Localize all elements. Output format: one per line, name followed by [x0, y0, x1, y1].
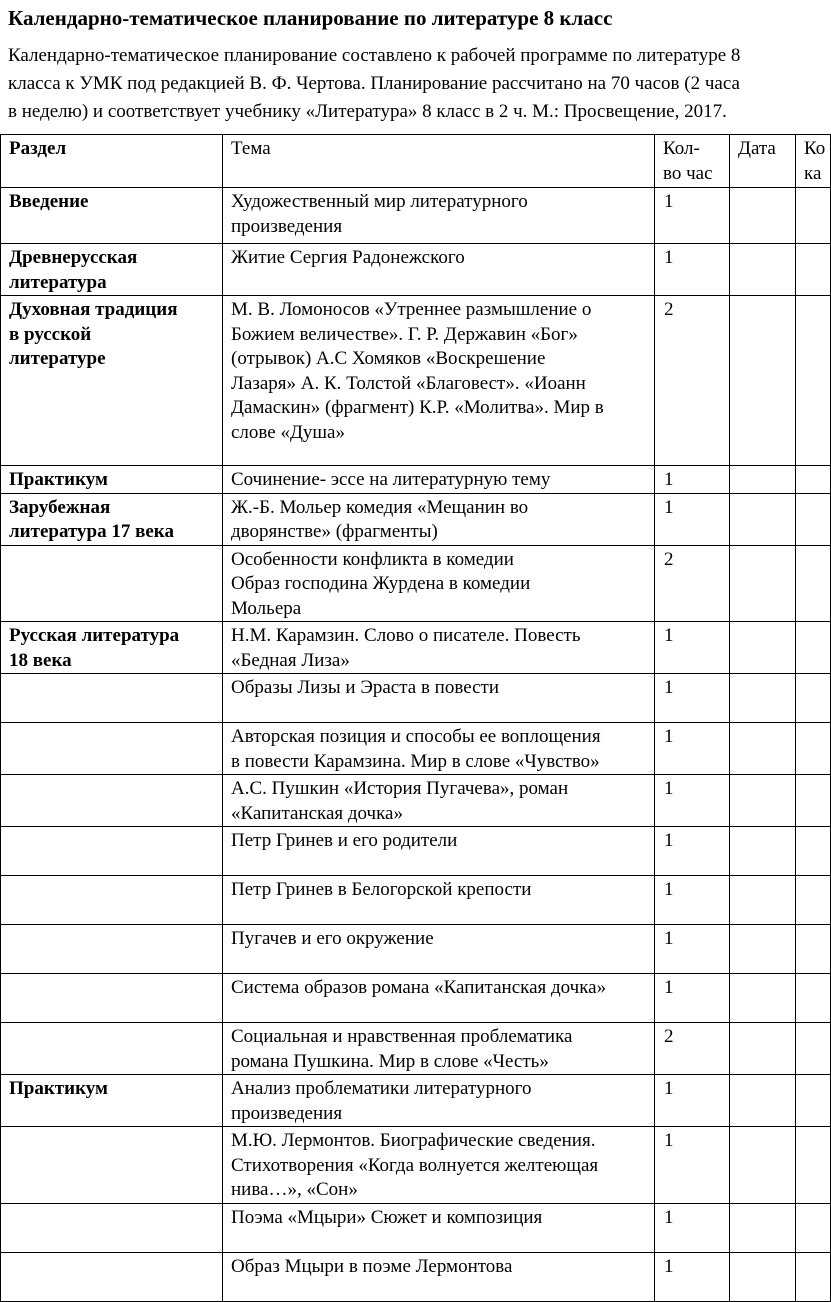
section-cell: [1, 493, 223, 545]
extra-cell: [796, 827, 831, 876]
topic-cell: [223, 827, 655, 876]
header-hours-line: во час: [663, 162, 713, 184]
topic-cell: [223, 296, 655, 466]
topic-cell: [223, 723, 655, 775]
topic-cell: [223, 1023, 655, 1075]
section-cell: [1, 466, 223, 494]
hours-cell: 1: [655, 622, 730, 674]
section-cell: [1, 545, 223, 622]
date-cell: [730, 466, 796, 494]
header-hours-line: Кол-: [663, 138, 700, 159]
topic-line: Анализ проблематики литературного: [231, 1078, 532, 1099]
topic-cell: [223, 466, 655, 494]
hours-cell: 1: [655, 1075, 730, 1127]
table-row: [1, 1252, 831, 1301]
extra-cell: [796, 1203, 831, 1252]
header-hours: [655, 135, 730, 188]
date-cell: [730, 827, 796, 876]
topic-line: Образ Мцыри в поэме Лермонтова: [231, 1255, 513, 1277]
extra-cell: [796, 244, 831, 296]
topic-line: Стихотворения «Когда волнуется желтеющая: [231, 1154, 599, 1176]
section-line: Практикум: [9, 1078, 108, 1099]
table-row: [1, 244, 831, 296]
hours-cell: 2: [655, 545, 730, 622]
date-cell: [730, 775, 796, 827]
hours-cell: 2: [655, 1023, 730, 1075]
date-cell: [730, 1252, 796, 1301]
topic-line: дворянстве» (фрагменты): [231, 521, 438, 542]
date-cell: [730, 1023, 796, 1075]
page-title: Календарно-тематическое планирование по литературе 8 класс: [8, 6, 613, 30]
topic-line: Художественный мир литературного: [231, 191, 528, 212]
table-row: [1, 1023, 831, 1075]
date-cell: [730, 925, 796, 974]
section-line: литературе: [9, 348, 106, 369]
topic-cell: [223, 925, 655, 974]
table-row: [1, 188, 831, 244]
intro-line: класса к УМК под редакцией В. Ф. Чертова. Планирование рассчитано на 70 часов (2 часа: [8, 73, 740, 94]
table-header-row: [1, 135, 831, 188]
topic-line: Поэма «Мцыри» Сюжет и композиция: [231, 1206, 543, 1228]
topic-cell: [223, 974, 655, 1023]
extra-cell: [796, 1127, 831, 1204]
topic-line: А.С. Пушкин «История Пугачева», роман: [231, 778, 569, 799]
topic-line: Авторская позиция и способы ее воплощения: [231, 726, 601, 747]
topic-cell: [223, 493, 655, 545]
header-extra-line: ка: [804, 162, 822, 184]
extra-cell: [796, 723, 831, 775]
header-date: Дата: [730, 135, 796, 188]
date-cell: [730, 188, 796, 244]
header-section: Раздел: [1, 135, 223, 188]
hours-cell: 1: [655, 244, 730, 296]
topic-cell: [223, 545, 655, 622]
extra-cell: [796, 1252, 831, 1301]
topic-cell: [223, 1252, 655, 1301]
table-row: [1, 723, 831, 775]
hours-cell: 1: [655, 723, 730, 775]
topic-line: Образы Лизы и Эраста в повести: [231, 677, 500, 698]
table-row: [1, 775, 831, 827]
topic-line: Сочинение- эссе на литературную тему: [231, 469, 551, 490]
topic-cell: [223, 188, 655, 244]
topic-line: в повести Карамзина. Мир в слове «Чувство»: [231, 750, 600, 772]
topic-line: Лазаря» А. К. Толстой «Благовест». «Иоанн: [231, 372, 586, 394]
topic-cell: [223, 674, 655, 723]
topic-line: Житие Сергия Радонежского: [231, 247, 465, 268]
intro-line: Календарно-тематическое планирование составлено к рабочей программе по литературе 8: [8, 45, 741, 66]
table-row: [1, 622, 831, 674]
hours-cell: 1: [655, 925, 730, 974]
hours-cell: 1: [655, 1252, 730, 1301]
topic-line: Ж.-Б. Мольер комедия «Мещанин во: [231, 496, 529, 518]
topic-cell: [223, 244, 655, 296]
topic-line: Особенности конфликта в комедии: [231, 548, 514, 570]
topic-cell: [223, 1203, 655, 1252]
hours-cell: 2: [655, 296, 730, 466]
section-cell: [1, 244, 223, 296]
section-cell: [1, 974, 223, 1023]
topic-cell: [223, 1075, 655, 1127]
date-cell: [730, 545, 796, 622]
topic-line: Образ господина Журдена в комедии: [231, 573, 531, 594]
header-extra: [796, 135, 831, 188]
topic-line: (отрывок) А.С Хомяков «Воскрешение: [231, 348, 546, 369]
hours-cell: 1: [655, 674, 730, 723]
topic-line: М. В. Ломоносов «Утреннее размышление о: [231, 299, 592, 320]
header-topic: Тема: [223, 135, 655, 188]
extra-cell: [796, 674, 831, 723]
date-cell: [730, 296, 796, 466]
header-extra-line: Ко: [804, 138, 826, 159]
section-line: 18 века: [9, 649, 72, 671]
extra-cell: [796, 188, 831, 244]
topic-line: слове «Душа»: [231, 421, 345, 443]
topic-line: Петр Гринев в Белогорской крепости: [231, 879, 532, 900]
date-cell: [730, 974, 796, 1023]
table-row: [1, 545, 831, 622]
date-cell: [730, 622, 796, 674]
table-row: [1, 1127, 831, 1204]
date-cell: [730, 723, 796, 775]
section-line: Древнерусская: [9, 247, 138, 268]
intro-paragraph: [8, 42, 828, 126]
plan-table: [0, 134, 831, 1302]
table-row: [1, 466, 831, 494]
table-row: [1, 1203, 831, 1252]
section-cell: [1, 925, 223, 974]
table-row: [1, 925, 831, 974]
topic-line: Дамаскин» (фрагмент) К.Р. «Молитва». Мир в: [231, 397, 604, 418]
section-cell: [1, 1203, 223, 1252]
topic-line: Социальная и нравственная проблематика: [231, 1026, 573, 1047]
extra-cell: [796, 1075, 831, 1127]
intro-line: в неделю) и соответствует учебнику «Литература» 8 класс в 2 ч. М.: Просвещение, 2017.: [8, 101, 727, 122]
hours-cell: 1: [655, 827, 730, 876]
section-line: Зарубежная: [9, 496, 111, 518]
topic-line: Петр Гринев и его родители: [231, 830, 458, 851]
hours-cell: 1: [655, 974, 730, 1023]
hours-cell: 1: [655, 876, 730, 925]
extra-cell: [796, 493, 831, 545]
topic-line: произведения: [231, 1102, 343, 1124]
table-row: [1, 493, 831, 545]
table-row: [1, 974, 831, 1023]
section-cell: [1, 296, 223, 466]
extra-cell: [796, 876, 831, 925]
date-cell: [730, 1127, 796, 1204]
date-cell: [730, 876, 796, 925]
table-row: [1, 1075, 831, 1127]
section-cell: [1, 827, 223, 876]
section-cell: [1, 775, 223, 827]
topic-line: Система образов романа «Капитанская дочка»: [231, 977, 607, 998]
date-cell: [730, 493, 796, 545]
section-line: литература: [9, 271, 107, 293]
date-cell: [730, 674, 796, 723]
extra-cell: [796, 466, 831, 494]
topic-line: Н.М. Карамзин. Слово о писателе. Повесть: [231, 625, 581, 646]
hours-cell: 1: [655, 775, 730, 827]
table-row: [1, 674, 831, 723]
hours-cell: 1: [655, 466, 730, 494]
table-row: [1, 876, 831, 925]
date-cell: [730, 1075, 796, 1127]
hours-cell: 1: [655, 493, 730, 545]
topic-line: М.Ю. Лермонтов. Биографические сведения.: [231, 1130, 596, 1151]
extra-cell: [796, 925, 831, 974]
section-line: в русской: [9, 323, 92, 345]
section-line: Введение: [9, 191, 89, 212]
topic-line: произведения: [231, 215, 343, 237]
section-cell: [1, 674, 223, 723]
extra-cell: [796, 545, 831, 622]
extra-cell: [796, 775, 831, 827]
section-line: Практикум: [9, 469, 108, 490]
extra-cell: [796, 622, 831, 674]
section-cell: [1, 1075, 223, 1127]
section-cell: [1, 1127, 223, 1204]
date-cell: [730, 244, 796, 296]
section-cell: [1, 622, 223, 674]
extra-cell: [796, 1023, 831, 1075]
date-cell: [730, 1203, 796, 1252]
topic-line: «Капитанская дочка»: [231, 802, 403, 824]
topic-line: романа Пушкина. Мир в слове «Честь»: [231, 1050, 549, 1072]
section-cell: [1, 188, 223, 244]
topic-cell: [223, 622, 655, 674]
topic-cell: [223, 775, 655, 827]
section-cell: [1, 1252, 223, 1301]
table-row: [1, 827, 831, 876]
hours-cell: 1: [655, 188, 730, 244]
topic-cell: [223, 1127, 655, 1204]
topic-line: нива…», «Сон»: [231, 1179, 358, 1200]
section-cell: [1, 723, 223, 775]
section-line: литература 17 века: [9, 521, 174, 542]
topic-line: Божием величестве». Г. Р. Державин «Бог»: [231, 323, 578, 345]
hours-cell: 1: [655, 1203, 730, 1252]
hours-cell: 1: [655, 1127, 730, 1204]
section-line: Духовная традиция: [9, 299, 178, 320]
section-line: Русская литература: [9, 625, 180, 646]
topic-line: Мольера: [231, 597, 302, 619]
section-cell: [1, 1023, 223, 1075]
topic-line: Пугачев и его окружение: [231, 928, 434, 949]
topic-line: «Бедная Лиза»: [231, 649, 350, 671]
table-row: [1, 296, 831, 466]
extra-cell: [796, 296, 831, 466]
extra-cell: [796, 974, 831, 1023]
table-body: [1, 188, 831, 1302]
section-cell: [1, 876, 223, 925]
topic-cell: [223, 876, 655, 925]
